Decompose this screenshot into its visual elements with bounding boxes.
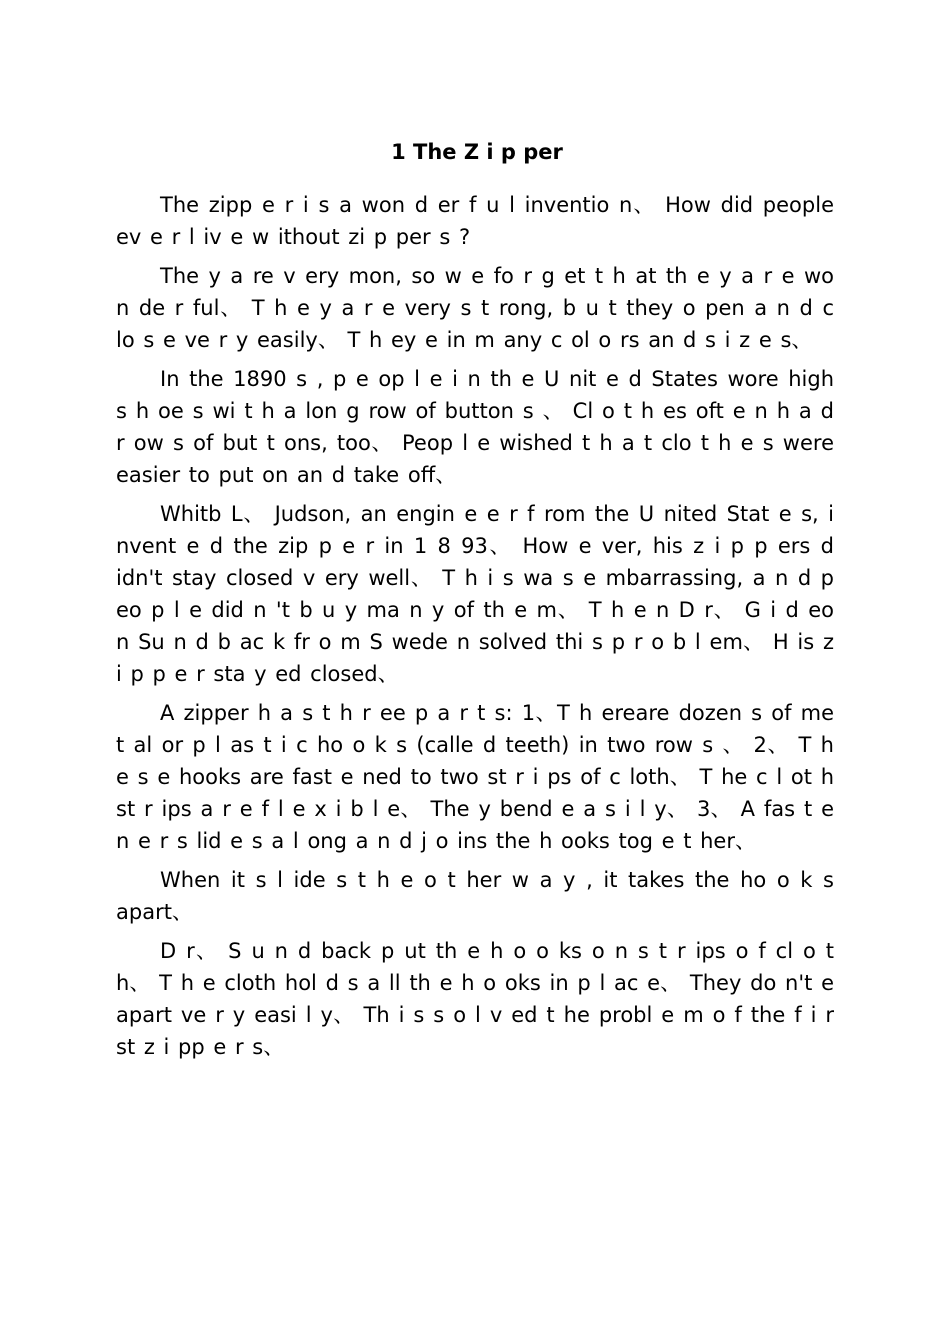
paragraph: The zipp e r i s a won d er f u l inventio n、 How did people ev e r l iv e w ithout zi p per s ?: [116, 193, 834, 249]
document-title: 1 The Z i p per: [391, 140, 563, 164]
paragraph: The y a re v ery mon, so w e fo r g et t h at th e y a r e wo n de r ful、 T h e y a r e very s t rong, b u t they o pen a n d c lo s e ve r y easily、 T h ey e in m any c ol o rs an d s i z e s、: [116, 264, 834, 352]
paragraph: In the 1890 s , p e op l e i n th e U nit e d States wore high s h oe s wi t h a lon g row of button s 、 Cl o t h es oft e n h a d r ow s of but t ons, too、 Peop l e wished t h a t clo t h e s were easier to put on an d take off、: [116, 367, 834, 487]
paragraph: When it s l ide s t h e o t her w a y , it takes the ho o k s apart、: [116, 868, 834, 924]
document-page: [116, 134, 834, 1070]
paragraph: D r、 S u n d back p ut th e h o o ks o n s t r ips o f cl o t h、 T h e cloth hol d s a ll th e h o oks in p l ac e、 They do n't e apart ve r y easi l y、 Th i s s o l v ed t he probl e m o f the f i r st z i pp e r s、: [116, 939, 834, 1059]
paragraph: A zipper h a s t h r ee p a r t s: 1、T h ereare dozen s of me t al or p l as t i c ho o k s (calle d teeth) in two row s 、 2、 T h e s e hooks are fast e ned to two st r i ps of c loth、 T he c l ot h st r ips a r e f l e x i b l e、 The y bend e a s i l y、 3、 A fas t e n e r s lid e s a l ong a n d j o ins the h ooks tog e t her、: [116, 701, 834, 853]
paragraph: Whitb L、 Judson, an engin e e r f rom the U nited Stat e s, i nvent e d the zip p e r in 1 8 93、 How e ver, his z i p p ers d idn't stay closed v ery well、 T h i s wa s e mbarrassing, a n d p eo p l e did n 't b u y ma n y of th e m、 T h e n D r、 G i d eo n Su n d b ac k fr o m S wede n solved thi s p r o b l em、 H is z i p p e r sta y ed closed、: [116, 502, 834, 686]
